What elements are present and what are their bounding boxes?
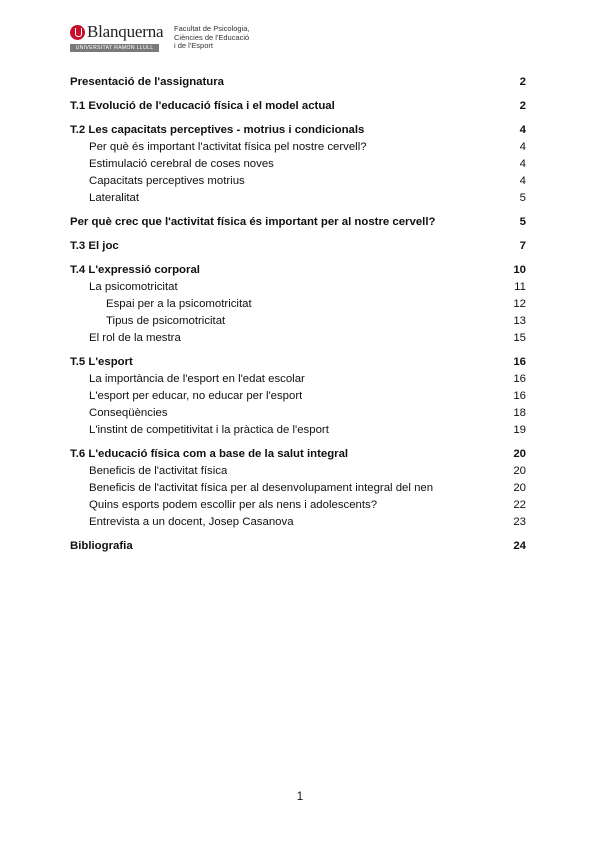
toc-entry-title: L'instint de competitivitat i la pràctica de l'esport (89, 424, 329, 436)
toc-entry-page: 24 (513, 540, 526, 552)
toc-entry[interactable] (70, 98, 526, 115)
toc-entry[interactable] (70, 497, 526, 514)
toc-entry-page: 7 (519, 240, 526, 252)
toc-entry-page: 18 (513, 407, 526, 419)
toc-entry-page: 4 (519, 175, 526, 187)
toc-entry[interactable] (70, 262, 526, 279)
university-bar: UNIVERSITAT RAMON LLULL (70, 44, 159, 52)
toc-entry[interactable] (70, 313, 526, 330)
table-of-contents (70, 74, 526, 555)
toc-entry-title: La importància de l'esport en l'edat escolar (89, 373, 305, 385)
page-header (70, 22, 310, 58)
faculty-line: Facultat de Psicologia, (174, 24, 250, 33)
toc-entry-page: 2 (519, 76, 526, 88)
toc-entry-page: 16 (513, 390, 526, 402)
toc-entry[interactable] (70, 330, 526, 347)
toc-entry-title: T.4 L'expressió corporal (70, 264, 200, 276)
faculty-line: Ciències de l'Educació (174, 32, 250, 42)
toc-entry[interactable] (70, 405, 526, 422)
toc-entry[interactable] (70, 156, 526, 173)
toc-entry-title: Estimulació cerebral de coses noves (89, 158, 274, 170)
toc-entry[interactable] (70, 279, 526, 296)
toc-entry[interactable] (70, 238, 526, 255)
toc-entry-page: 2 (519, 100, 526, 112)
toc-entry-title: Per què és important l'activitat física pel nostre cervell? (89, 141, 367, 153)
toc-entry-title: Tipus de psicomotricitat (106, 315, 226, 327)
toc-entry-title: Quins esports podem escollir per als nens i adolescents? (89, 499, 378, 511)
toc-entry-page: 4 (519, 158, 526, 170)
toc-entry[interactable] (70, 538, 526, 555)
toc-entry-title: Lateralitat (89, 192, 140, 204)
toc-entry[interactable] (70, 422, 526, 439)
toc-entry-page: 12 (513, 298, 526, 310)
faculty-line: i de l'Esport (174, 41, 213, 51)
toc-entry-title: El rol de la mestra (89, 332, 181, 344)
toc-entry-page: 22 (513, 499, 526, 511)
toc-entry-page: 19 (513, 424, 526, 436)
toc-entry-title: T.1 Evolució de l'educació física i el model actual (70, 100, 335, 112)
logo-text: Blanquerna (87, 22, 164, 41)
toc-entry[interactable] (70, 296, 526, 313)
page-number: 1 (296, 791, 304, 803)
toc-entry-title: Bibliografia (70, 540, 133, 552)
toc-entry[interactable] (70, 214, 526, 231)
toc-entry-page: 5 (519, 216, 526, 228)
toc-entry-title: T.3 El joc (70, 240, 119, 252)
toc-entry-title: Per què crec que l'activitat física és important per al nostre cervell? (70, 216, 436, 228)
toc-entry-page: 20 (513, 482, 526, 494)
toc-entry-title: T.6 L'educació física com a base de la salut integral (70, 448, 349, 460)
toc-entry-page: 20 (513, 465, 526, 477)
toc-entry-title: Entrevista a un docent, Josep Casanova (89, 516, 294, 528)
toc-entry-title: Espai per a la psicomotricitat (106, 298, 252, 310)
toc-entry[interactable] (70, 173, 526, 190)
toc-entry-title: Beneficis de l'activitat física per al desenvolupament integral del nen (89, 482, 434, 494)
toc-entry[interactable] (70, 190, 526, 207)
toc-entry[interactable] (70, 514, 526, 531)
toc-entry-page: 5 (519, 192, 526, 204)
toc-entry-title: L'esport per educar, no educar per l'esport (89, 390, 303, 402)
toc-entry[interactable] (70, 139, 526, 156)
toc-entry-page: 15 (513, 332, 526, 344)
toc-entry-title: Capacitats perceptives motrius (89, 175, 245, 187)
blanquerna-logo-icon (70, 25, 85, 40)
toc-entry-title: T.2 Les capacitats perceptives - motrius i condicionals (70, 124, 365, 136)
toc-entry-page: 16 (513, 373, 526, 385)
toc-entry-page: 11 (514, 281, 526, 293)
toc-entry-page: 4 (519, 141, 526, 153)
toc-entry[interactable] (70, 122, 526, 139)
toc-entry-page: 13 (513, 315, 526, 327)
toc-entry-title: Conseqüències (89, 407, 168, 419)
toc-entry[interactable] (70, 371, 526, 388)
toc-entry-page: 20 (513, 448, 526, 460)
toc-entry[interactable] (70, 463, 526, 480)
toc-entry-page: 4 (519, 124, 526, 136)
toc-entry-title: Beneficis de l'activitat física (89, 465, 228, 477)
toc-entry[interactable] (70, 74, 526, 91)
faculty-name (174, 25, 249, 51)
toc-entry[interactable] (70, 354, 526, 371)
toc-entry[interactable] (70, 480, 526, 497)
toc-entry-title: T.5 L'esport (70, 356, 133, 368)
toc-entry-page: 10 (513, 264, 526, 276)
toc-entry-title: Presentació de l'assignatura (70, 76, 225, 88)
toc-entry-title: La psicomotricitat (89, 281, 178, 293)
toc-entry-page: 23 (513, 516, 526, 528)
toc-entry[interactable] (70, 388, 526, 405)
toc-entry[interactable] (70, 446, 526, 463)
toc-entry-page: 16 (513, 356, 526, 368)
